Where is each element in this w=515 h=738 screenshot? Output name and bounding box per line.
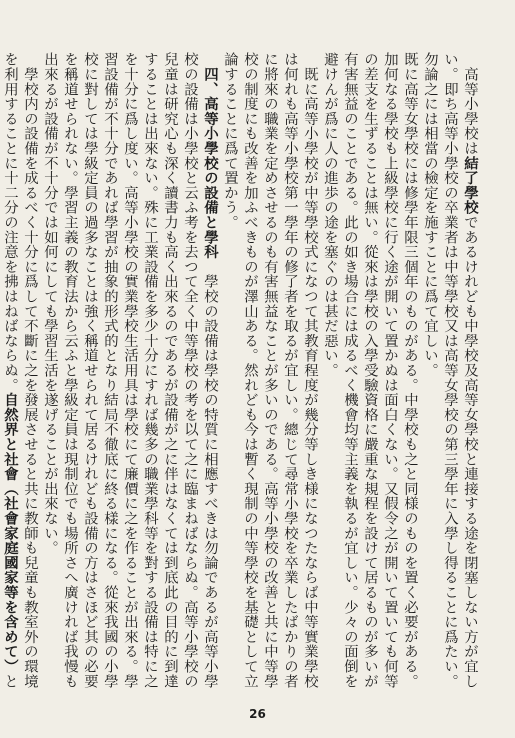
page-number: 26	[249, 707, 266, 721]
section-paragraph	[40, 52, 220, 698]
text-run: 高等小學校は	[462, 52, 478, 156]
emphasized-text: 自然界と社會（社會家庭國家等を含めて）	[2, 392, 19, 674]
paragraph	[220, 52, 320, 698]
text-run: であるけれども中學校及高等女學校と連接する途を閉塞しない方が宜しい。即ち高等小學校の卒業者は中等學校又は高等女學校の第三學年に入學し得ることに爲たい。勿論之には相當の檢定を施すことに爲て宜しい。	[422, 52, 478, 689]
emphasized-text: 結了學校	[462, 155, 479, 215]
text-run: 學校の設備は學校の特質に相應すべきは勿論であるが高等小學校の設備は小學校と云ふ考を去つて全く中等學校の考を以て之に臨まねばならぬ。高等小學校の兒童は研究心も深く讀書力も高く出來るのであるが設備が之に伴はなくては到底此の目的に到達することは出來ない。殊に工業設備を多少十分にすれば幾多の職業學科等を對する設備は特に之を十分に爲し度い。高等小學校の實業學校生活用具は學校にて廉價に之を作ることが出來る。學習設備が不十分であれば學習が抽象的形式的となり結局不徹底に終る樣になる。從來我國の小學校に對しては學級定員の過多なことは強く稱道せられて居るけれども設備の方はさほど其の必要を稱道せられない。學習主義の教育法から云ふと學級定員は現制位でも場所さへ廣ければ我慢も出來るが設備が不十分では如何にしても學習生活を遂げることが出來ない。	[42, 52, 218, 689]
paragraph	[320, 52, 420, 698]
text-run: 既に高等女學校には修學年限三個年のものがある。中學校も之と同様のものを置く必要がある。加何なる學校も上級學校に行く途が開いて置かぬは面白くない。又假令之が開いて置いても何等の差支を生ずることは無い。從來は學校の入學受驗資格に嚴重な規程を設けて居るものが多いが有害無益のことである。此の如き場合には成るべく機會均等主義を執るが宜しい。少々の面倒を避けんが爲に人の進歩の途を塞ぐのは甚だ惡い。	[322, 52, 418, 689]
text-run: と	[2, 673, 18, 689]
text-run: 既に高等小學校が中等學校式になつて其教育程度が幾分等しき様になつたならば中等實業學校は何れも高等小學校第一學年の修了者を取るが宜しい。總じて尋常小學校を卒業したばかりの者に將來の職業を定めさせるのも有害無益なことが多いのである。高等小學校の改善と共に中等學校の制度にも改善を加ふべきものが澤山ある。然れども今は暫く現制の中等學校を基礎として立論することに爲て置かう。	[222, 52, 318, 689]
paragraph	[420, 52, 480, 698]
paragraph	[0, 52, 40, 698]
emphasized-text: 四、高等小學校の設備と學科	[202, 52, 219, 260]
text-run: 學校内の設備を成るべく十分に爲して不斷に之を發展させると共に教師も兒童も教室外の環境を利用することに十二分の注意を拂はねばならぬ。	[2, 52, 38, 689]
body-text	[2, 52, 480, 698]
